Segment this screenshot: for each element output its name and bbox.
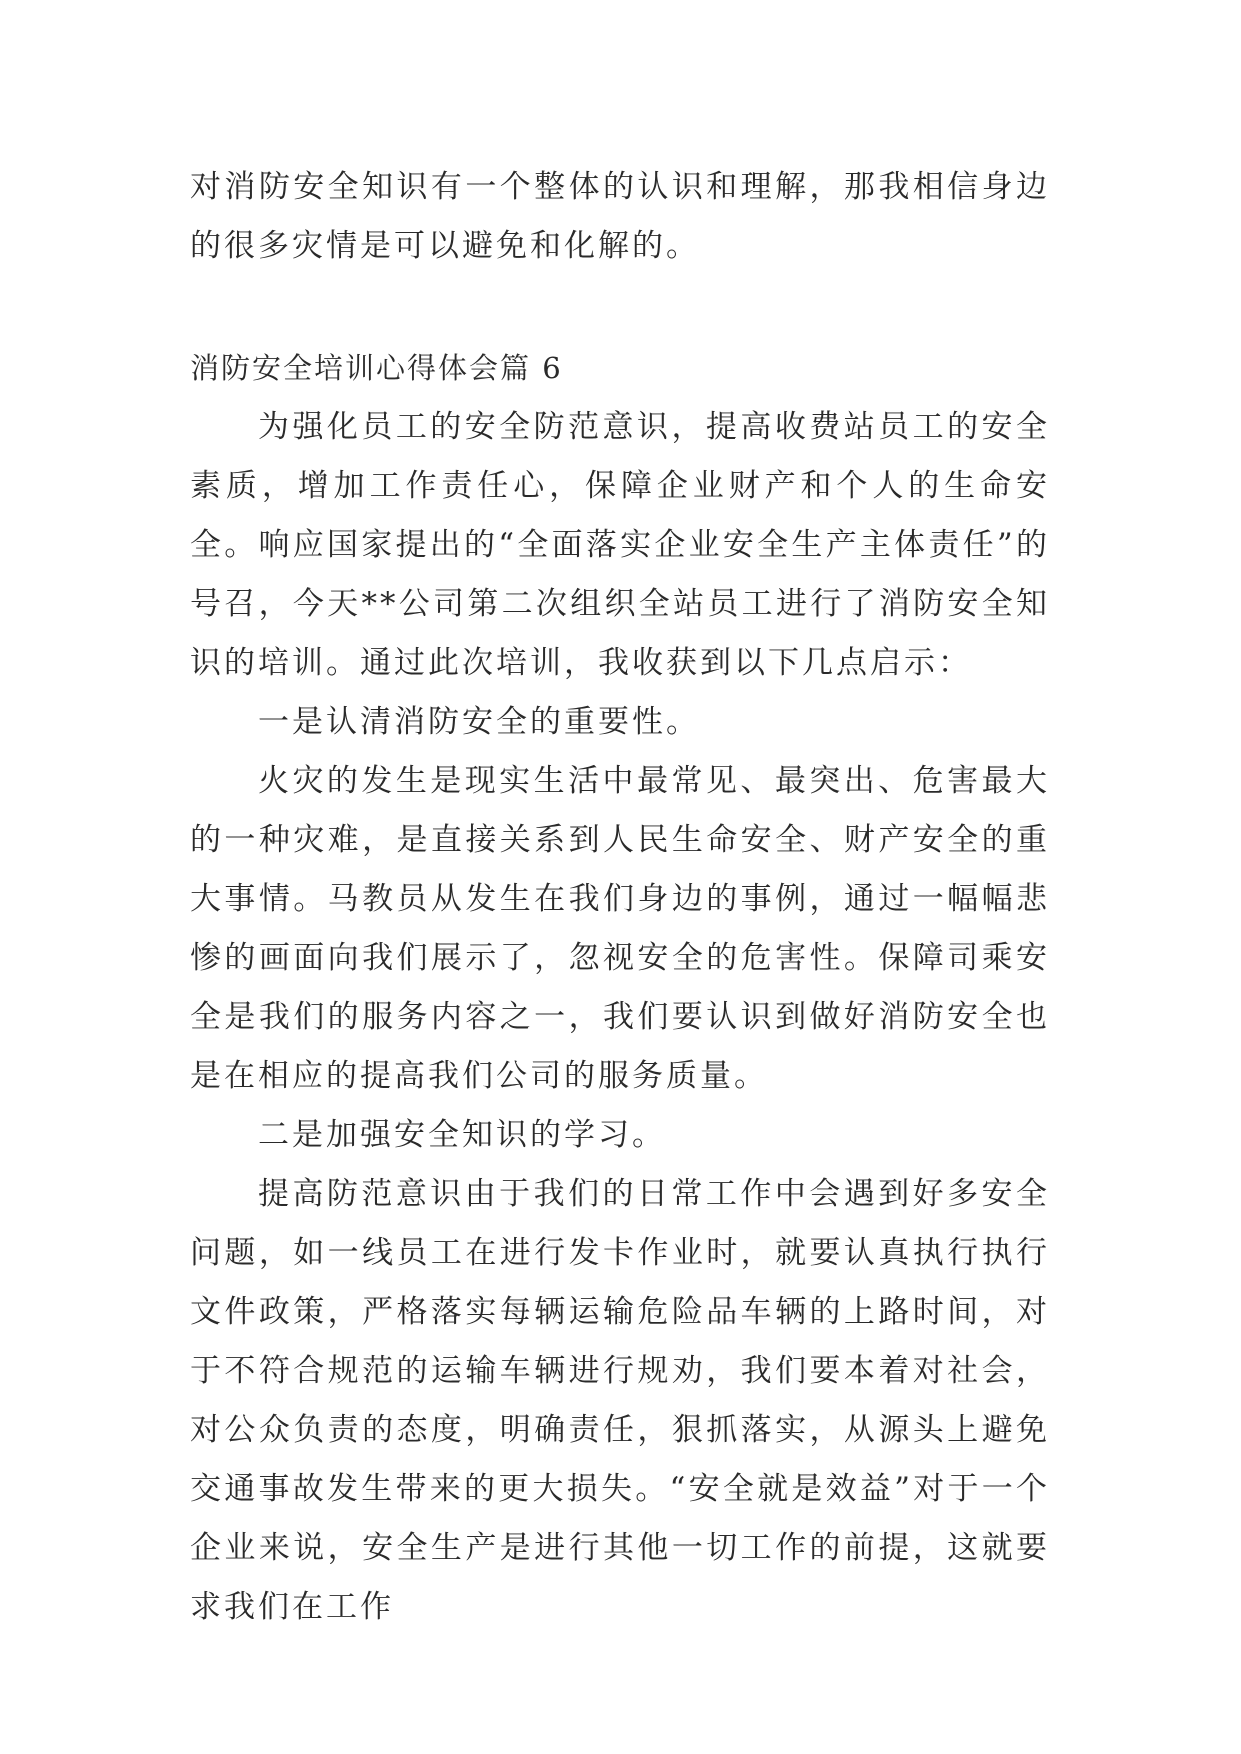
document-body xyxy=(190,158,1050,1637)
intro-paragraph: 对消防安全知识有一个整体的认识和理解，那我相信身边的很多灾情是可以避免和化解的。 xyxy=(190,169,1050,264)
paragraph-safety-learning: 提高防范意识由于我们的日常工作中会遇到好多安全问题，如一线员工在进行发卡作业时，就要认真执行执行文件政策，严格落实每辆运输危险品车辆的上路时间，对于不符合规范的运输车辆进行规劝，我们要本着对社会，对公众负责的态度，明确责任，狠抓落实，从源头上避免交通事故发生带来的更大损失。“安全就是效益”对于一个企业来说，安全生产是进行其他一切工作的前提，这就要求我们在工作 xyxy=(190,1176,1050,1625)
point-two-heading: 二是加强安全知识的学习。 xyxy=(258,1117,666,1153)
paragraph-fire-danger: 火灾的发生是现实生活中最常见、最突出、危害最大的一种灾难，是直接关系到人民生命安全、财产安全的重大事情。马教员从发生在我们身边的事例，通过一幅幅悲惨的画面向我们展示了，忽视安全的危害性。保障司乘安全是我们的服务内容之一，我们要认识到做好消防安全也是在相应的提高我们公司的服务质量。 xyxy=(190,763,1050,1094)
section-heading: 消防安全培训心得体会篇 6 xyxy=(190,351,563,385)
point-one-heading: 一是认清消防安全的重要性。 xyxy=(258,704,700,740)
paragraph-intro-training: 为强化员工的安全防范意识，提高收费站员工的安全素质，增加工作责任心，保障企业财产和个人的生命安全。响应国家提出的“全面落实企业安全生产主体责任”的号召，今天**公司第二次组织全站员工进行了消防安全知识的培训。通过此次培训，我收获到以下几点启示： xyxy=(190,409,1050,681)
